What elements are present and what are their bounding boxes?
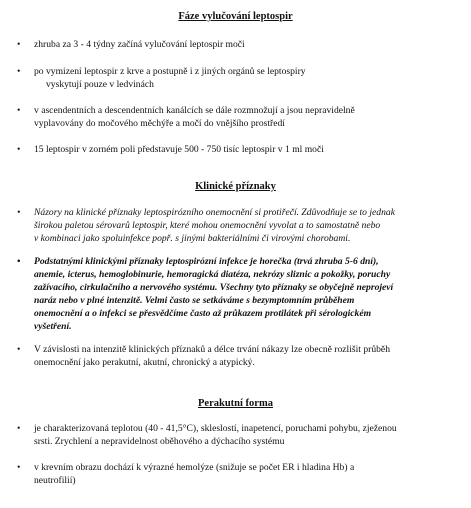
list-item: [17, 461, 462, 487]
item-line: zhruba za 3 - 4 týdny začíná vylučování leptospir moči: [34, 39, 245, 50]
list-item: [17, 343, 462, 369]
bullet: •: [17, 256, 21, 267]
item-line: srsti. Zrychlení a nepravidelnost oběhového a dýchacího systému: [34, 436, 285, 447]
item-line: v krevním obrazu dochází k výrazné hemolýze (snižuje se počet ER i hladina Hb) a: [34, 462, 355, 473]
bullet: •: [17, 344, 21, 355]
item-line: širokou paletou sérovarů leptospir, které mohou onemocnění vyvolat a to samostatně nebo: [34, 220, 381, 231]
item-line: onemocnění jako perakutní, akutní, chronický a atypický.: [34, 357, 255, 368]
section-heading-excretion: Fáze vylučování leptospir: [178, 11, 293, 22]
item-line: je charakterizovaná teplotou (40 - 41,5°C), skleslostí, inapetencí, poruchami pohybu, zježenou: [34, 423, 397, 434]
bullet: •: [17, 462, 21, 473]
list-item: [17, 206, 462, 245]
item-line: v ascendentních a descendentních kanálcích se dále rozmnožují a jsou nepravidelně: [34, 105, 355, 116]
item-line: vyplavovány do močového měchýře a močí do vnějšího prostředí: [34, 118, 285, 129]
item-line: onemocnění a o infekci se přesvědčíme často až průkazem protilátek při sérologickém: [34, 308, 372, 319]
list-item: [17, 65, 462, 91]
item-line: 15 leptospir v zorném poli představuje 500 - 750 tisíc leptospir v 1 ml moči: [34, 144, 324, 155]
list-item: [17, 255, 462, 333]
bullet: •: [17, 144, 21, 155]
item-line: vyskytují pouze v ledvinách: [46, 79, 154, 90]
item-line: vyšetření.: [34, 321, 72, 332]
list-item: [17, 422, 462, 448]
item-line: v kombinaci jako spoluinfekce popř. s jinými bakteriálními či virovými chorobami.: [34, 233, 351, 244]
item-line: Podstatnými klinickými příznaky leptospirózní infekce je horečka (trvá zhruba 5-6 dní),: [34, 256, 379, 267]
bullet: •: [17, 39, 21, 50]
bullet: •: [17, 207, 21, 218]
item-line: Názory na klinické příznaky leptospirózního onemocnění si protiřečí. Zdůvodňuje se to jednak: [34, 207, 395, 218]
item-line: neutrofilií): [34, 475, 76, 486]
bullet: •: [17, 66, 21, 77]
item-line: naráz nebo v plné intenzitě. Velmi často se setkáváme s bezymptomním průběhem: [34, 295, 355, 306]
section-heading-clinical-signs: Klinické příznaky: [195, 181, 276, 192]
bullet: •: [17, 105, 21, 116]
item-line: zažívacího, cirkulačního a nervového systému. Všechny tyto příznaky se obyčejně neprojeví: [34, 282, 394, 293]
list-item: [17, 38, 462, 51]
item-line: po vymizení leptospir z krve a postupně i z jiných orgánů se leptospiry: [34, 66, 306, 77]
list-item: [17, 104, 462, 130]
item-line: anemie, icterus, hemoglobinurie, hemoragická diatéza, nekrózy sliznic a pokožky, poruchy: [34, 269, 391, 280]
list-item: [17, 143, 462, 156]
bullet: •: [17, 423, 21, 434]
section-heading-peracute-form: Perakutní forma: [198, 398, 273, 409]
item-line: V závislosti na intenzitě klinických příznaků a délce trvání nákazy lze obecně rozlišit průběh: [34, 344, 390, 355]
